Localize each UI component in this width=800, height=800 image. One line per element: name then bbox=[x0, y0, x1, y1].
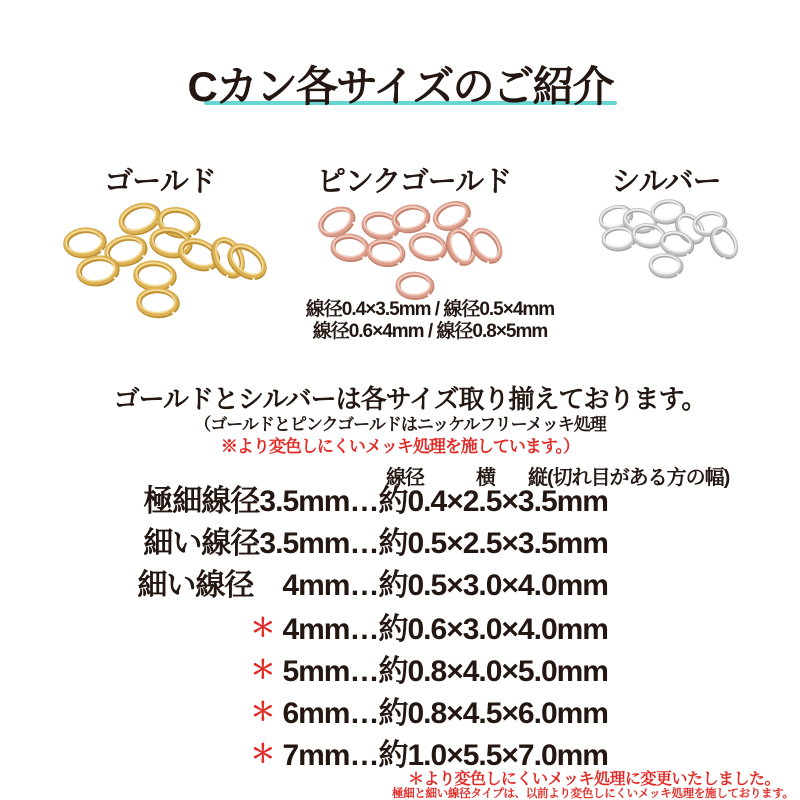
nickel-free-note: （ゴールドとピンクゴールドはニッケルフリーメッキ処理 bbox=[194, 415, 606, 434]
size-row-label: 細い線径3.5mm bbox=[143, 527, 350, 560]
gold-jump-ring bbox=[64, 227, 108, 257]
size-row-label: 5mm bbox=[282, 655, 350, 688]
header-height: 縦(切れ目がある方の幅) bbox=[528, 467, 730, 489]
size-row-value: …約0.5×2.5×3.5mm bbox=[349, 527, 608, 560]
size-row bbox=[137, 570, 608, 602]
size-row-value: …約0.4×2.5×3.5mm bbox=[349, 485, 608, 518]
gold-jump-ring bbox=[134, 261, 177, 290]
silver-rings-photo bbox=[597, 198, 743, 278]
changed-plating-asterisk: ＊ bbox=[250, 656, 275, 684]
pink-gold-rings-photo bbox=[316, 197, 508, 298]
availability-note: ゴールドとシルバーは各サイズ取り揃えております。 bbox=[113, 384, 707, 414]
size-row bbox=[250, 696, 608, 730]
size-row-value: …約1.0×5.5×7.0mm bbox=[349, 739, 608, 772]
plating-warning-note: ※より変色しにくいメッキ処理を施しています。） bbox=[220, 437, 580, 456]
footnote-thin-types: 極細と細い線径タイプは、以前より変色しにくいメッキ処理を施しております。 bbox=[392, 788, 794, 800]
header-wire-diameter: 線径 bbox=[386, 467, 424, 489]
size-row-label: 極細線径3.5mm bbox=[143, 485, 350, 518]
size-row-label: 4mm bbox=[282, 613, 350, 646]
pink-gold-jump-ring bbox=[332, 234, 370, 261]
silver-jump-ring bbox=[649, 253, 684, 277]
changed-plating-asterisk: ＊ bbox=[250, 614, 275, 642]
size-row-label: 細い線径 4mm bbox=[137, 569, 350, 602]
pink-gold-sizes-line1: 線径0.4×3.5mm / 線径0.5×4mm bbox=[305, 299, 555, 320]
changed-plating-asterisk: ＊ bbox=[250, 698, 275, 726]
gold-jump-ring bbox=[77, 255, 121, 287]
label-gold: ゴールド bbox=[104, 166, 216, 198]
pink-gold-jump-ring bbox=[367, 238, 407, 267]
pink-gold-jump-ring bbox=[431, 197, 474, 233]
size-row-value: …約0.8×4.0×5.0mm bbox=[349, 655, 608, 688]
size-row-value: …約0.8×4.5×6.0mm bbox=[349, 697, 608, 730]
pink-gold-jump-ring bbox=[408, 231, 449, 262]
pink-gold-jump-ring bbox=[391, 203, 432, 234]
label-pink-gold: ピンクゴールド bbox=[316, 166, 512, 198]
header-width: 横 bbox=[476, 467, 495, 489]
size-row-value: …約0.5×3.0×4.0mm bbox=[349, 569, 608, 602]
size-row-label: 6mm bbox=[282, 697, 350, 730]
pink-gold-sizes-line2: 線径0.6×4mm / 線径0.8×5mm bbox=[312, 321, 548, 342]
gold-jump-ring bbox=[138, 289, 180, 317]
changed-plating-asterisk: ＊ bbox=[250, 740, 275, 768]
size-row bbox=[250, 654, 608, 688]
size-row-value: …約0.6×3.0×4.0mm bbox=[349, 613, 608, 646]
size-row bbox=[250, 612, 608, 646]
silver-jump-ring bbox=[650, 198, 686, 225]
footnote-plating-changed: ＊より変色しにくいメッキ処理に変更いたしました。 bbox=[408, 771, 781, 788]
gold-rings-photo bbox=[64, 199, 272, 317]
page-title: Cカン各サイズのご紹介 bbox=[187, 63, 613, 110]
silver-jump-ring bbox=[706, 223, 743, 263]
size-row bbox=[143, 528, 608, 560]
label-silver: シルバー bbox=[611, 166, 721, 198]
size-row bbox=[143, 486, 608, 518]
size-row-label: 7mm bbox=[282, 739, 350, 772]
